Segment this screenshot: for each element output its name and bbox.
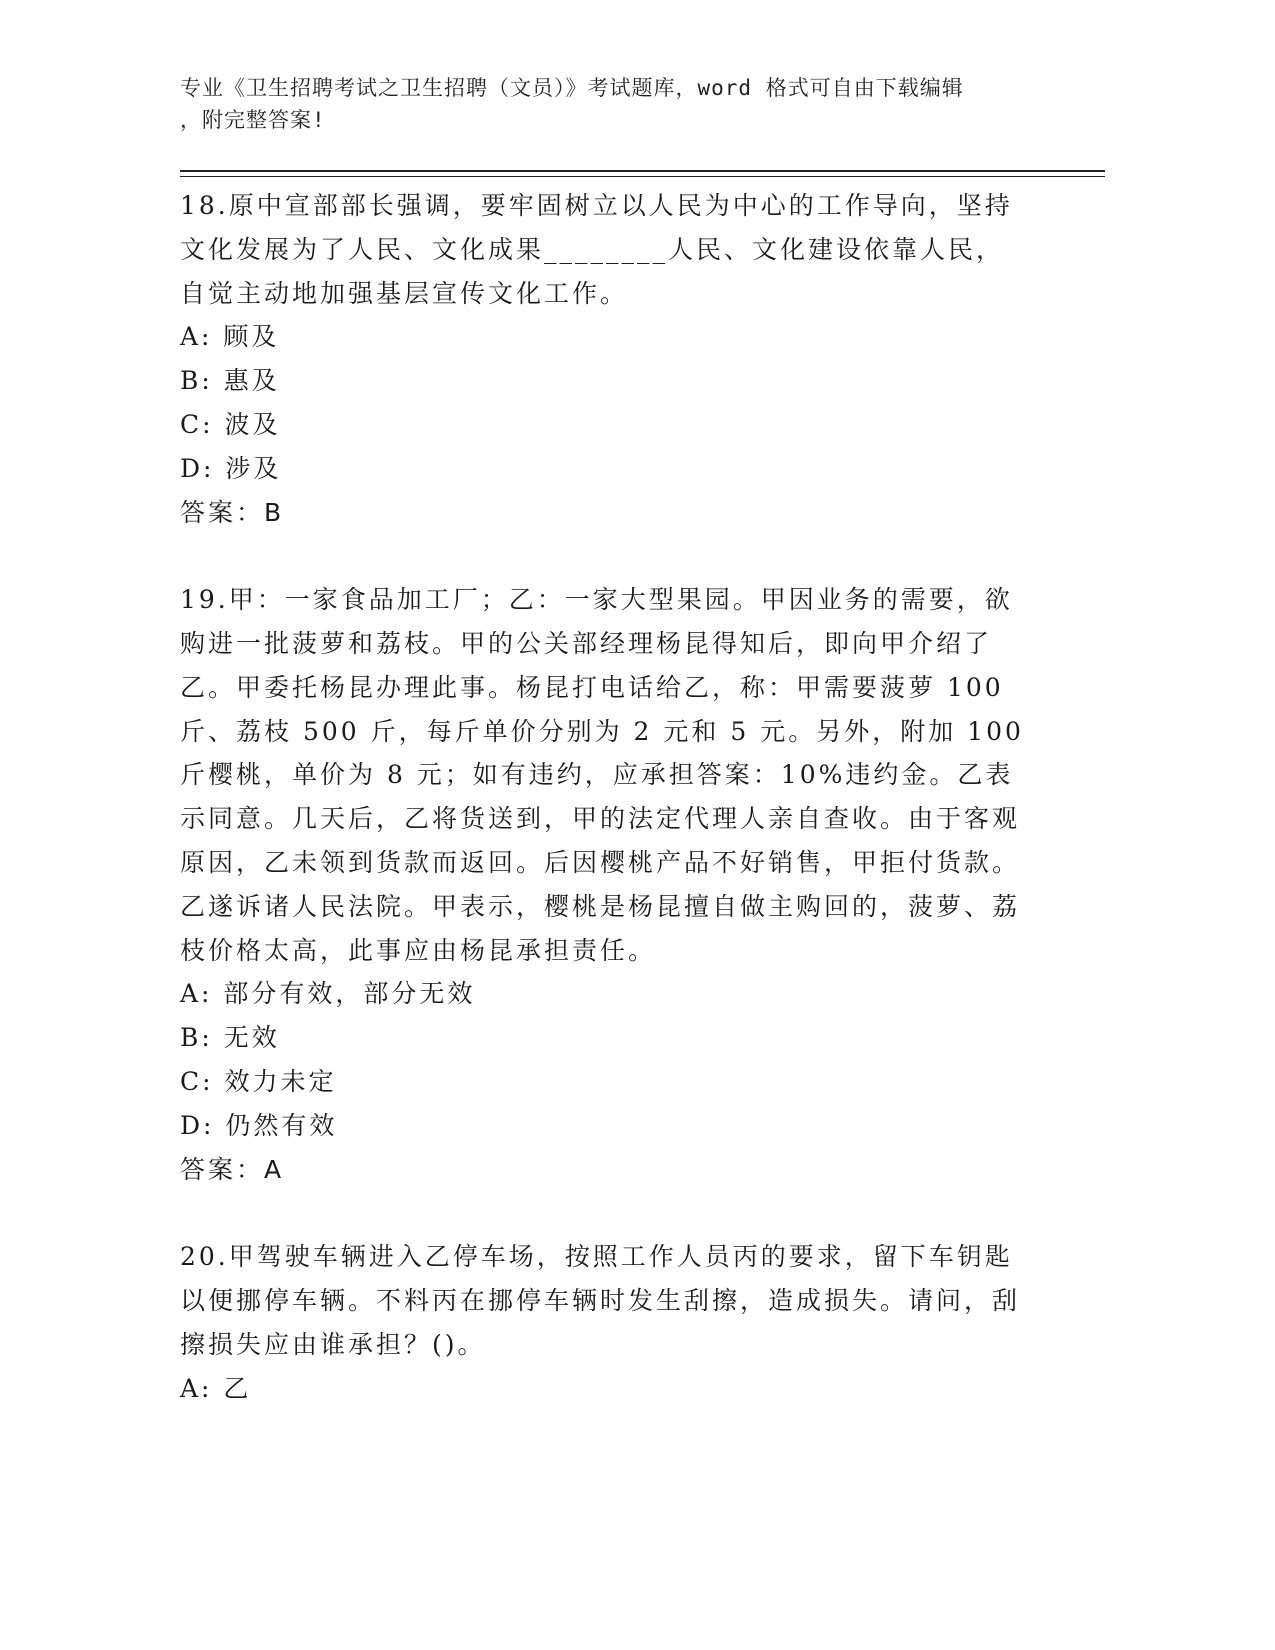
option-c: C: 波及 <box>180 409 281 439</box>
option-b: B: 惠及 <box>180 366 280 396</box>
question-stem: 19.甲：一家食品加工厂；乙：一家大型果园。甲因业务的需要，欲购进一批菠萝和荔枝。甲的公关部经理杨昆得知后，即向甲介绍了乙。甲委托杨昆办理此事。杨昆打电话给乙，称：甲需要菠萝 100 斤、荔枝 500 斤，每斤单价分别为 2 元和 5 元。另外，附加 100 斤樱桃，单价为 8 元；如有违约，应承担答案：10%违约金。乙表示同意。几天后，乙将货送到，甲的法定代理人亲自查收。由于客观原因，乙未领到货款而返回。后因樱桃产品不好销售，甲拒付货款。乙遂诉诸人民法院。甲表示，樱桃是杨昆擅自做主购回的，菠萝、荔枝价格太高，此事应由杨昆承担责任。 <box>180 585 1024 965</box>
header-line-1: 专业《卫生招聘考试之卫生招聘（文员）》考试题库，word 格式可自由下载编辑 <box>180 76 964 100</box>
answer-line: 答案：B <box>180 497 285 527</box>
header-line-2: ，附完整答案! <box>180 108 326 132</box>
option-c: C: 效力未定 <box>180 1066 337 1096</box>
header-divider-thick <box>180 170 1105 172</box>
question-list <box>180 184 1030 1410</box>
option-a: A: 部分有效，部分无效 <box>180 979 476 1009</box>
option-a: A: 顾及 <box>180 322 280 352</box>
question-19 <box>180 578 1030 1191</box>
answer-line: 答案：A <box>180 1154 285 1184</box>
option-b: B: 无效 <box>180 1023 280 1053</box>
question-stem: 18.原中宣部部长强调，要牢固树立以人民为中心的工作导向，坚持文化发展为了人民、文化成果________人民、文化建设依靠人民，自觉主动地加强基层宣传文化工作。 <box>180 191 1013 308</box>
option-d: D: 涉及 <box>180 453 282 483</box>
header-divider-thin <box>180 176 1105 177</box>
question-18 <box>180 184 1030 534</box>
document-header <box>180 72 1040 136</box>
question-20 <box>180 1235 1030 1410</box>
option-d: D: 仍然有效 <box>180 1110 338 1140</box>
option-a: A: 乙 <box>180 1373 252 1403</box>
question-stem: 20.甲驾驶车辆进入乙停车场，按照工作人员丙的要求，留下车钥匙以便挪停车辆。不料丙在挪停车辆时发生刮擦，造成损失。请问，刮擦损失应由谁承担？()。 <box>180 1242 1021 1359</box>
